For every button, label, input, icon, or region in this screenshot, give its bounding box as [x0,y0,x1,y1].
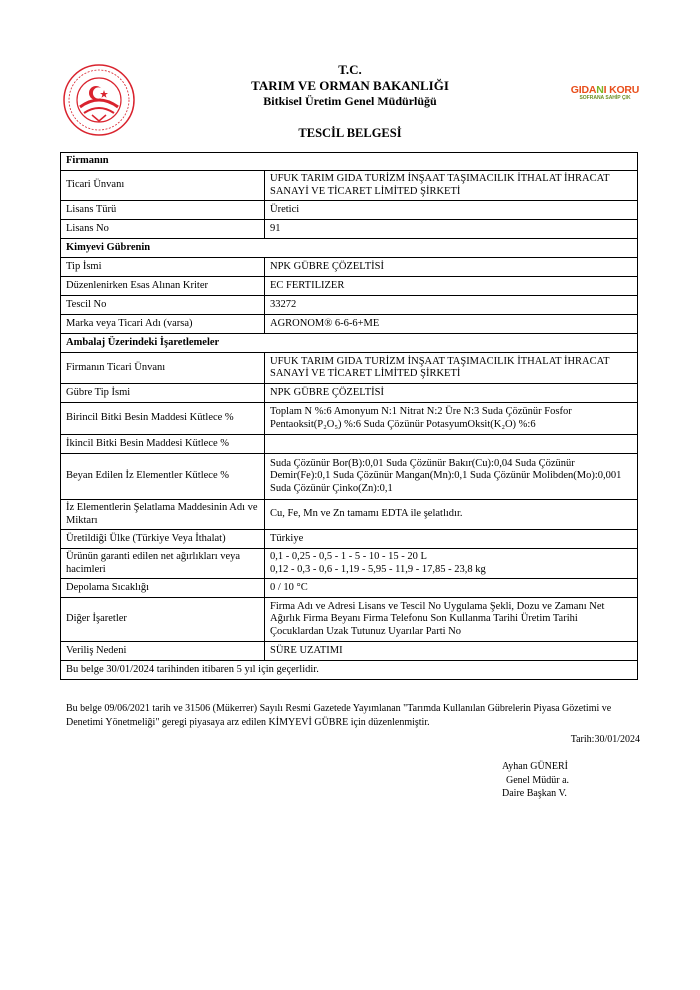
primary-label: Birincil Bitki Besin Maddesi Kütlece % [61,403,265,435]
section-row [61,334,638,353]
table-row [61,384,638,403]
table-row [61,435,638,454]
fert-type-value: NPK GÜBRE ÇÖZELTİSİ [265,384,638,403]
reg-no-value: 33272 [265,296,638,315]
signatory-title-2: Daire Başkan V. [502,788,567,799]
registration-table [60,152,638,680]
brand-tagline: SOFRANA SAHİP ÇIK [579,95,631,101]
volume-litres: 0,1 - 0,25 - 0,5 - 1 - 5 - 10 - 15 - 20 L [270,551,427,562]
section-row [61,153,638,171]
signatory-title-1: Genel Müdür a. [506,774,570,786]
reg-no-label: Tescil No [61,296,265,315]
table-row [61,277,638,296]
table-row [61,579,638,598]
trace-value: Suda Çözünür Bor(B):0,01 Suda Çözünür Bakır(Cu):0,04 Suda Çözünür Demir(Fe):0,1 Suda Çözünür Mangan(Mn):0,1 Suda Çözünür Molibden(Mo):0,001 Suda Çözünür Çinko(Zn):0,1 [265,454,638,500]
header-tc: T.C. [338,62,362,77]
regulation-note: Bu belge 09/06/2021 tarih ve 31506 (Mükerrer) Sayılı Resmi Gazetede Yayımlanan "Tarımda Kullanılan Gübrelerin Piyasa Gözetimi ve Denetimi Yönetmeliği" geregi piyasaya arz edilen KİMYEVİ GÜBRE için düzenlenmiştir. [66,703,612,728]
country-value: Türkiye [265,530,638,549]
secondary-value [265,435,638,454]
storage-label: Depolama Sıcaklığı [61,579,265,598]
table-row [61,353,638,384]
other-value: Firma Adı ve Adresi Lisans ve Tescil No Uygulama Şekli, Dozu ve Zamanı Net Ağırlık Firma Beyanı Firma Telefonu Son Kullanma Tarihi Üretim Tarihi Çocuklardan Uzak Tutunuz Uyarılar Parti No [265,598,638,642]
signature-block [502,760,569,801]
storage-value: 0 / 10 °C [265,579,638,598]
table-row [61,220,638,239]
validity-statement: Bu belge 30/01/2024 tarihinden itibaren 5 yıl için geçerlidir. [61,661,638,680]
section-fertilizer: Kimyevi Gübrenin [61,239,638,258]
table-row [61,201,638,220]
brand-wordmark: GIDANI KORU [570,84,640,96]
table-row [61,258,638,277]
license-type-label: Lisans Türü [61,201,265,220]
table-row [61,315,638,334]
chelate-value: Cu, Fe, Mn ve Zn tamamı EDTA ile şelatlıdır. [265,500,638,530]
table-row [61,642,638,661]
table-row [61,296,638,315]
trade-name-label: Ticari Ünvanı [61,171,265,201]
section-row [61,239,638,258]
primary-value: Toplam N %:6 Amonyum N:1 Nitrat N:2 Üre N:3 Suda Çözünür Fosfor Pentaoksit(P₂O₅) %:6 Suda Çözünür PotasyumOksit(K₂O) %:6 [265,403,638,435]
trace-label: Beyan Edilen İz Elementler Kütlece % [61,454,265,500]
table-row [61,403,638,435]
reason-value: SÜRE UZATIMI [265,642,638,661]
other-label: Diğer İşaretler [61,598,265,642]
criteria-value: EC FERTILIZER [265,277,638,296]
trade-name-value: UFUK TARIM GIDA TURİZM İNŞAAT TAŞIMACILIK İTHALAT İHRACAT SANAYİ VE TİCARET LİMİTED ŞİRKETİ [265,171,638,201]
header-directorate: Bitkisel Üretim Genel Müdürlüğü [263,94,437,108]
volume-label: Ürünün garanti edilen net ağırlıkları veya hacimleri [61,549,265,579]
section-firm: Firmanın [61,153,638,171]
signatory-name: Ayhan GÜNERİ [502,761,569,772]
chelate-label: İz Elementlerin Şelatlama Maddesinin Adı ve Miktarı [61,500,265,530]
country-label: Üretildiği Ülke (Türkiye Veya İthalat) [61,530,265,549]
type-name-label: Tip İsmi [61,258,265,277]
volume-value [265,549,638,579]
type-name-value: NPK GÜBRE ÇÖZELTİSİ [265,258,638,277]
firm-trade-label: Firmanın Ticari Ünvanı [61,353,265,384]
table-row [61,171,638,201]
criteria-label: Düzenlenirken Esas Alınan Kriter [61,277,265,296]
volume-kg: 0,12 - 0,3 - 0,6 - 1,19 - 5,95 - 11,9 - 17,85 - 23,8 kg [270,563,486,575]
license-type-value: Üretici [265,201,638,220]
firm-trade-value: UFUK TARIM GIDA TURİZM İNŞAAT TAŞIMACILIK İTHALAT İHRACAT SANAYİ VE TİCARET LİMİTED ŞİRKETİ [265,353,638,384]
license-no-label: Lisans No [61,220,265,239]
table-row [61,500,638,530]
secondary-label: İkincil Bitki Besin Maddesi Kütlece % [61,435,265,454]
reason-label: Veriliş Nedeni [61,642,265,661]
header-ministry: TARIM VE ORMAN BAKANLIĞI [251,78,449,93]
fert-type-label: Gübre Tip İsmi [61,384,265,403]
table-row [61,661,638,680]
table-row [61,454,638,500]
document-title: TESCİL BELGESİ [298,126,402,140]
brand-value: AGRONOM® 6-6-6+ME [265,315,638,334]
section-packaging: Ambalaj Üzerindeki İşaretlemeler [61,334,638,353]
table-row [61,549,638,579]
brand-label: Marka veya Ticari Adı (varsa) [61,315,265,334]
table-row [61,598,638,642]
license-no-value: 91 [265,220,638,239]
table-row [61,530,638,549]
issue-date: Tarih:30/01/2024 [570,734,640,745]
